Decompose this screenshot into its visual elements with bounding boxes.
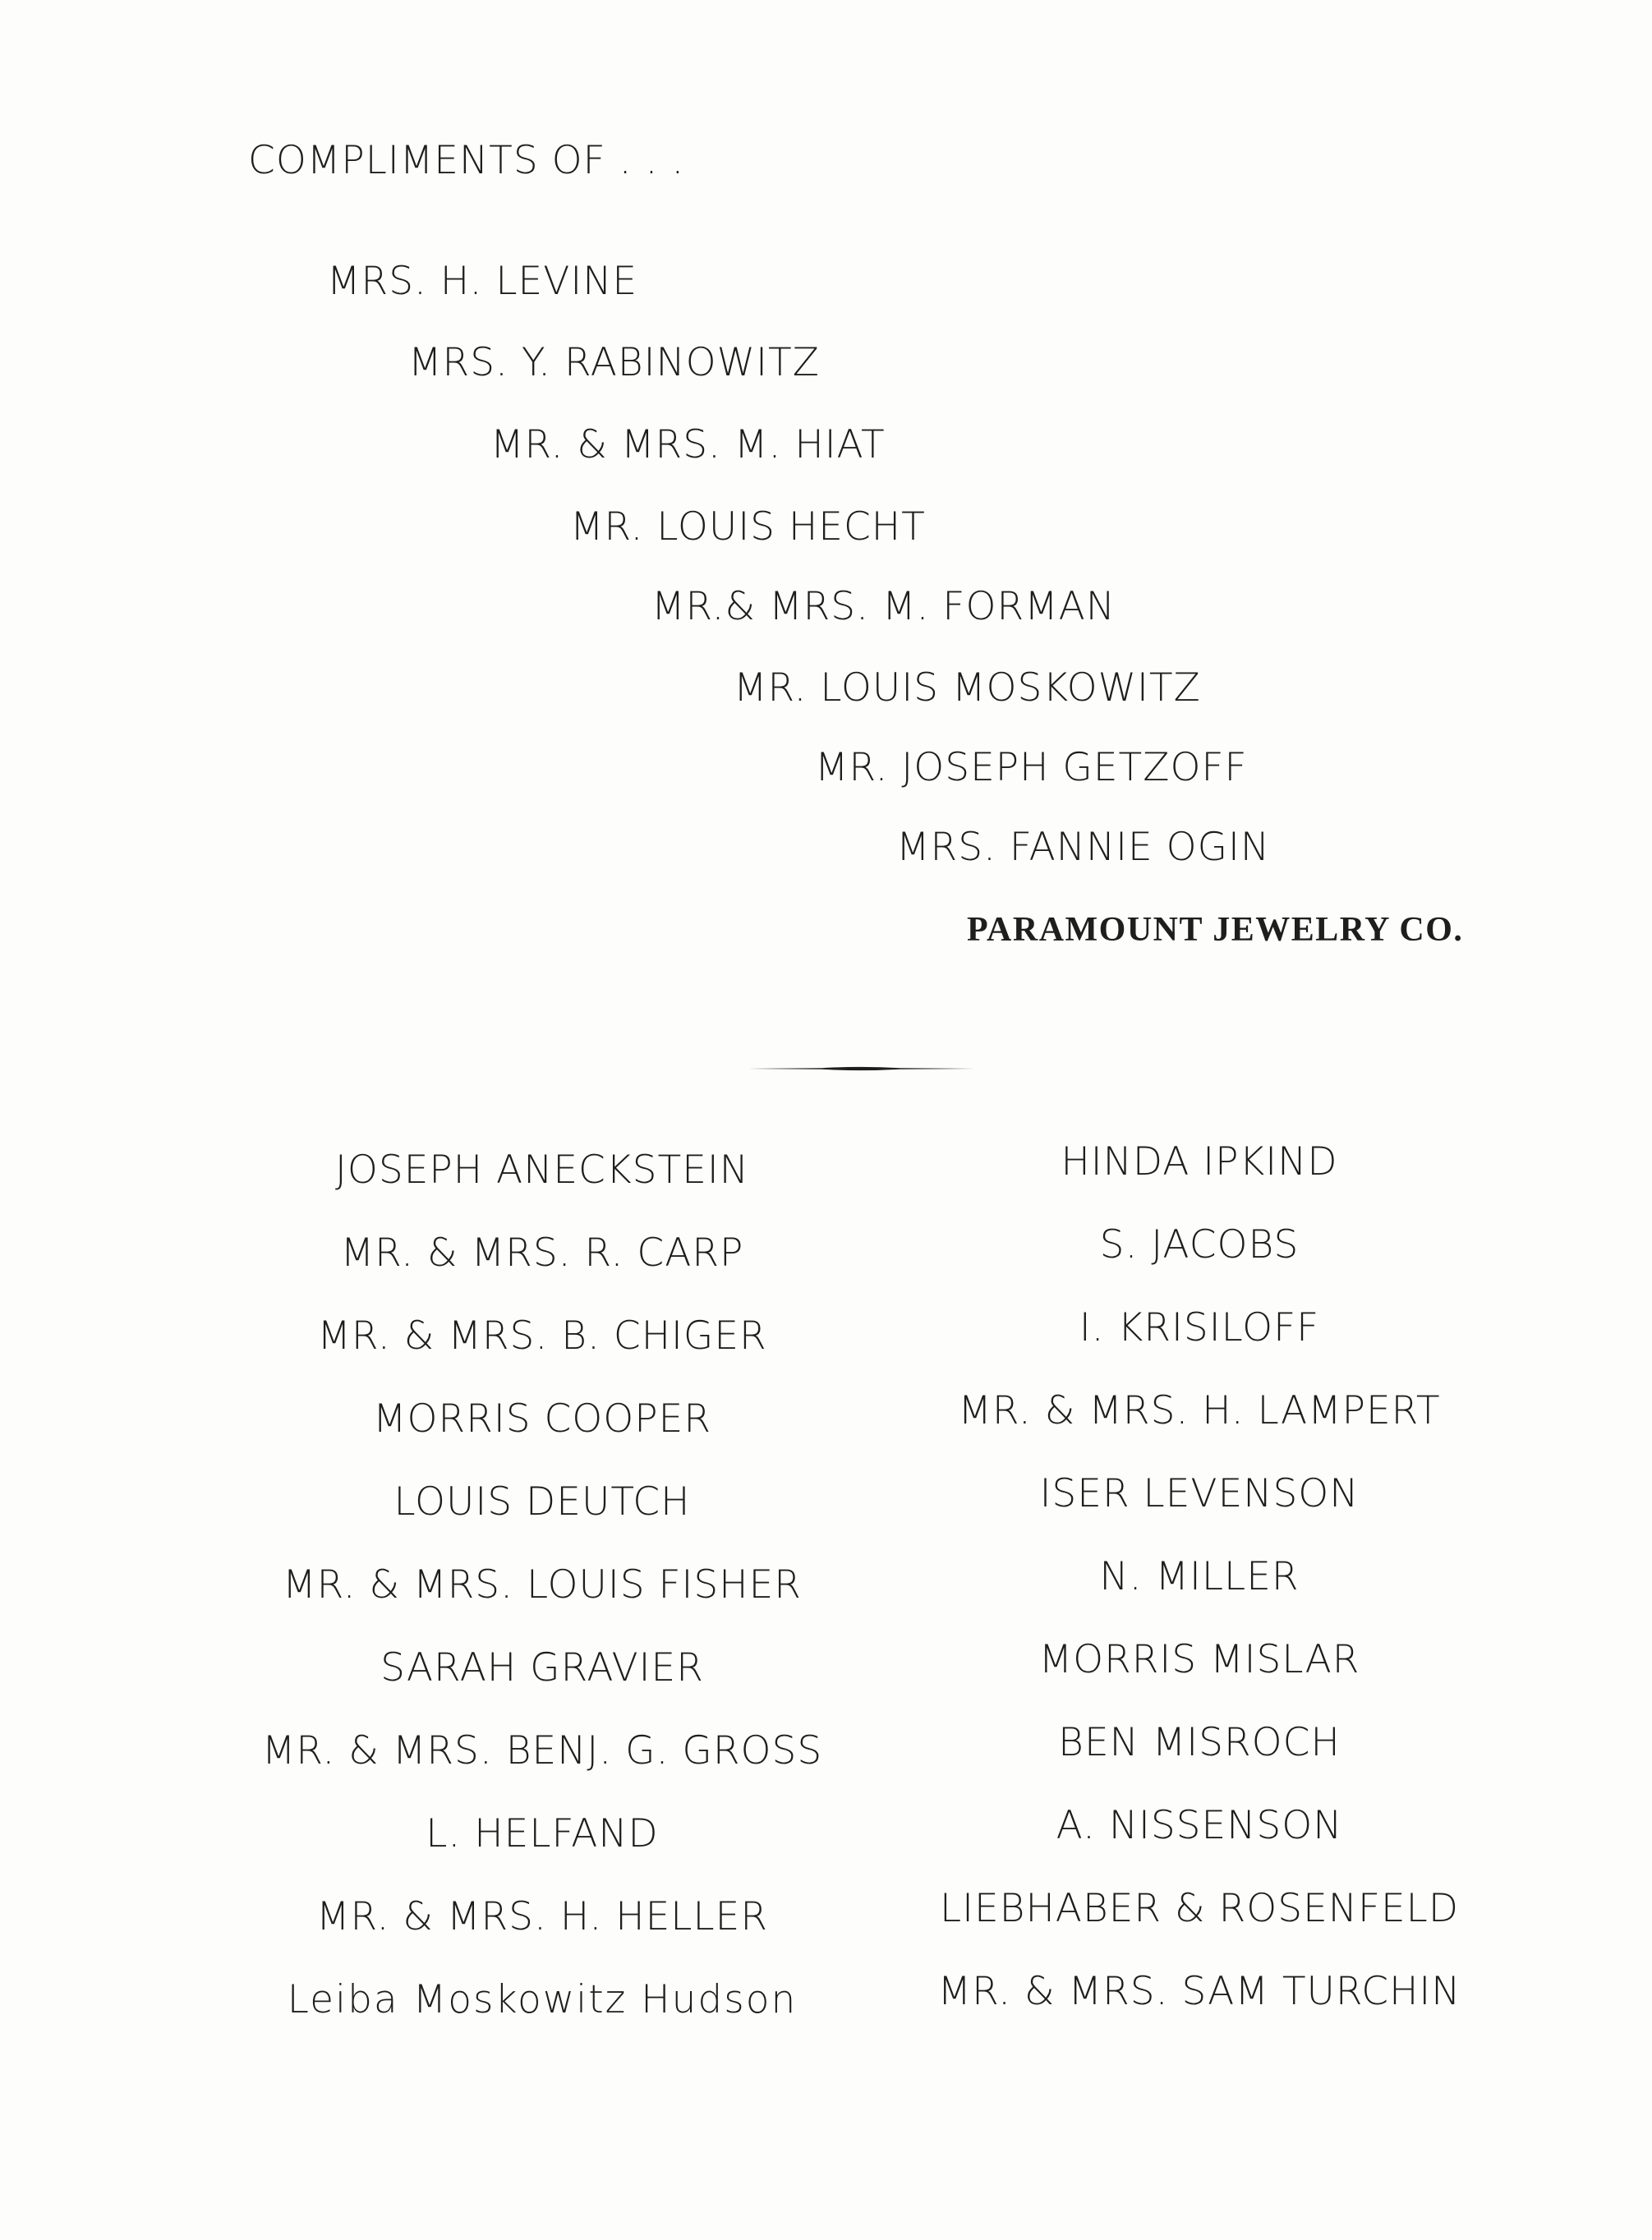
patron-name: MR. & MRS. R. CARP (340, 1230, 744, 1276)
patron-name: MR. & MRS. H. HELLER (315, 1894, 769, 1939)
patron-name: LOUIS DEUTCH (393, 1479, 691, 1525)
patron-name: LIEBHABER & ROSENFELD (939, 1886, 1460, 1931)
patron-name: MR. & MRS. SAM TURCHIN (937, 1969, 1461, 2014)
patron-name: MORRIS MISLAR (1038, 1637, 1360, 1682)
patron-name: S. JACOBS (1099, 1222, 1300, 1267)
ornamental-divider (748, 1065, 974, 1072)
staircase-name: MR. JOSEPH GETZOFF (815, 745, 1248, 790)
patron-name: A. NISSENSON (1056, 1803, 1343, 1848)
staircase-name: MRS. Y. RABINOWITZ (408, 340, 820, 385)
patron-name: MR. & MRS. H. LAMPERT (958, 1388, 1441, 1433)
patron-name: JOSEPH ANECKSTEIN (335, 1148, 749, 1193)
patron-name: SARAH GRAVIER (380, 1645, 704, 1690)
page-heading: COMPLIMENTS OF . . . (248, 138, 685, 183)
patron-name: I. KRISILOFF (1079, 1305, 1320, 1350)
patron-name: Leiba Moskowitz Hudson (287, 1977, 798, 2022)
right-name-column (887, 1138, 1512, 2050)
staircase-name: MRS. H. LEVINE (327, 259, 638, 304)
patron-name: BEN MISROCH (1058, 1720, 1341, 1765)
staircase-company: PARAMOUNT JEWELRY CO. (967, 911, 1464, 949)
staircase-name: MR. & MRS. M. HIAT (490, 422, 886, 467)
patron-name: ISER LEVENSON (1039, 1471, 1360, 1516)
patron-name: N. MILLER (1099, 1554, 1300, 1599)
staircase-name: MR. LOUIS HECHT (570, 504, 926, 550)
left-name-column (230, 1146, 854, 2058)
patron-name: MR. & MRS. B. CHIGER (317, 1313, 767, 1359)
staircase-name: MR. LOUIS MOSKOWITZ (734, 665, 1201, 711)
patron-name: L. HELFAND (426, 1811, 659, 1856)
patron-name: HINDA IPKIND (1061, 1139, 1338, 1184)
patron-name: MORRIS COOPER (373, 1396, 711, 1442)
staircase-name: MRS. FANNIE OGIN (896, 825, 1271, 870)
staircase-name: MR.& MRS. M. FORMAN (651, 584, 1116, 629)
patron-name: MR. & MRS. BENJ. G. GROSS (261, 1728, 823, 1773)
patron-name: MR. & MRS. LOUIS FISHER (283, 1562, 802, 1608)
